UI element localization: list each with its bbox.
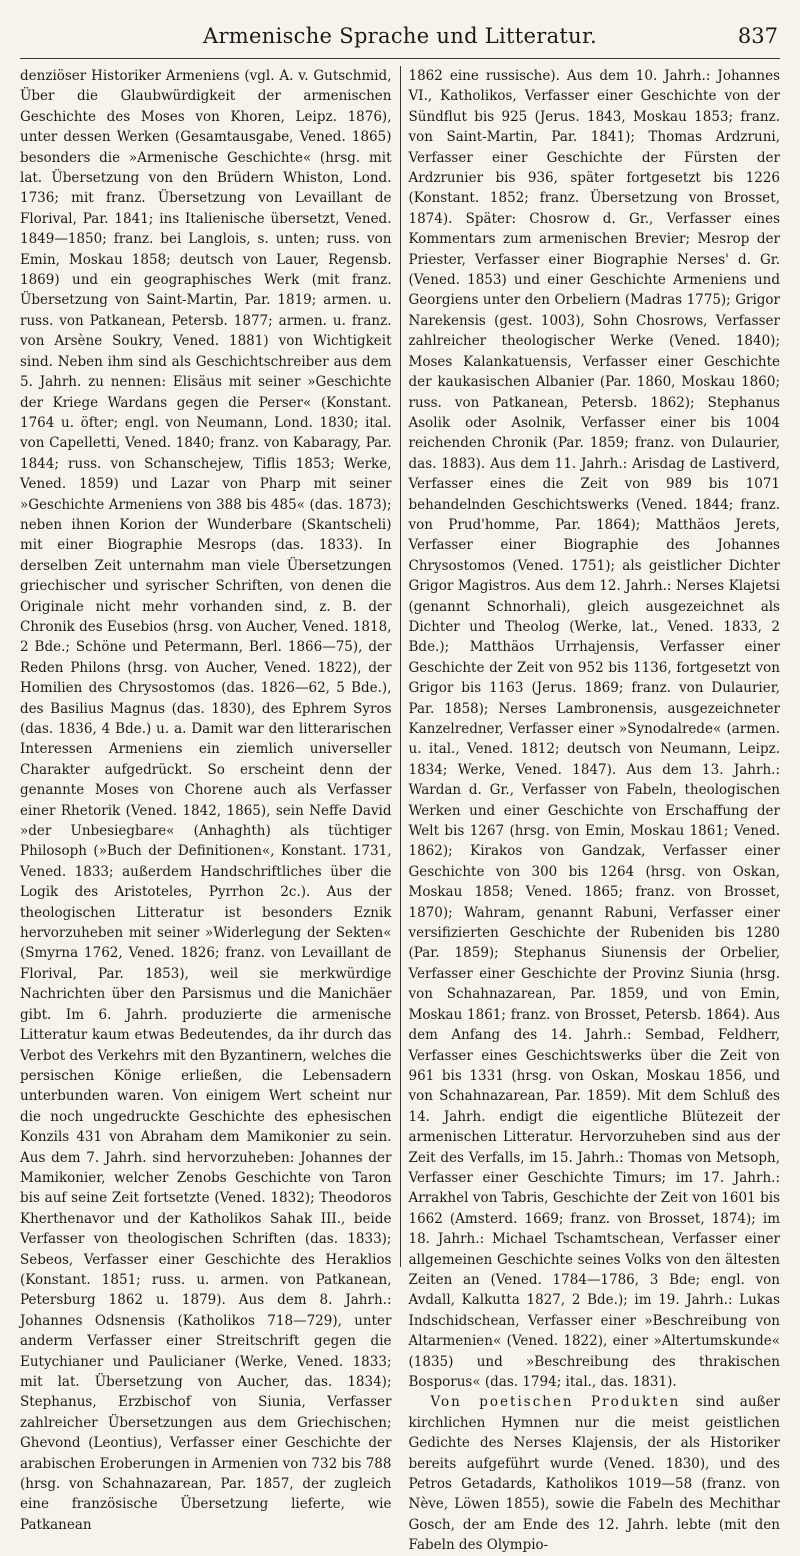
right-paragraph-poetry	[409, 1392, 781, 1555]
running-title: Armenische Sprache und Litteratur.	[203, 24, 597, 48]
page-number: 837	[737, 24, 778, 48]
page-header	[20, 16, 780, 56]
emphasized-lead: Von poetischen Produkten	[430, 1394, 681, 1411]
paragraph-continuation: sind außer kirchlichen Hymnen nur die meist geistlichen Gedichte des Nerses Klajensis, der als Historiker bereits aufgeführt wurde (Vened. 1830), und des Petros Getadards, Katholikos 1019—58 (franz. von Nève, Löwen 1855), sowie die Fabeln des Mechithar Gosch, der am Ende des 12. Jahrh. lebte (mit den Fabeln des Olympio-	[408, 1394, 781, 1554]
text-columns	[20, 66, 781, 1554]
header-rule	[20, 58, 780, 59]
left-paragraph: denziöser Historiker Armeniens (vgl. A. v. Gutschmid, Über die Glaubwürdigkeit der armenischen Geschichte des Moses von Khoren, Leipz. 1876), unter dessen Werken (Gesamtausgabe, Vened. 1865) besonders die »Armenische Geschichte« (hrsg. mit lat. Übersetzung von den Brüdern Whiston, Lond. 1736; mit franz. Übersetzung von Levaillant de Florival, Par. 1841; ins Italienische übersetzt, Vened. 1849—1850; franz. bei Langlois, s. unten; russ. von Emin, Moskau 1858; deutsch von Lauer, Regensb. 1869) und ein geographisches Werk (mit franz. Übersetzung von Saint-Martin, Par. 1819; armen. u. russ. von Patkanean, Petersb. 1877; armen. u. franz. von Arsène Soukry, Vened. 1881) von Wichtigkeit sind. Neben ihm sind als Geschichtschreiber aus dem 5. Jahrh. zu nennen: Elisäus mit seiner »Geschichte der Kriege Wardans gegen die Perser« (Konstant. 1764 u. öfter; engl. von Neumann, Lond. 1830; ital. von Capelletti, Vened. 1840; franz. von Kabaragy, Par. 1844; russ. von Schanschejew, Tiflis 1853; Werke, Vened. 1859) und Lazar von Pharp mit seiner »Geschichte Armeniens von 388 bis 485« (das. 1873); neben ihnen Korion der Wunderbare (Skantscheli) mit einer Biographie Mesrops (das. 1833). In derselben Zeit unternahm man viele Übersetzungen griechischer und syrischer Schriften, von denen die Originale nicht mehr vorhanden sind, z. B. der Chronik des Eusebios (hrsg. von Aucher, Vened. 1818, 2 Bde.; Schöne und Petermann, Berl. 1866—75), der Reden Philons (hrsg. von Aucher, Vened. 1822), der Homilien des Chrysostomos (das. 1826—62, 5 Bde.), des Basilius Magnus (das. 1830), des Ephrem Syros (das. 1836, 4 Bde.) u. a. Damit war den litterarischen Interessen Armeniens ein ziemlich universeller Charakter aufgedrückt. So erscheint denn der genannte Moses von Chorene auch als Verfasser einer Rhetorik (Vened. 1842, 1865), sein Neffe David »der Unbesiegbare« (Anhaghth) als tüchtiger Philosoph (»Buch der Definitionen«, Konstant. 1731, Vened. 1833; außerdem Handschriftliches über die Logik des Aristoteles, Pyrrhon 2c.). Aus der theologischen Litteratur ist besonders Eznik hervorzuheben mit seiner »Widerlegung der Sekten« (Smyrna 1762, Vened. 1826; franz. von Levaillant de Florival, Par. 1853), weil sie merkwürdige Nachrichten über den Parsismus und die Manichäer gibt. Im 6. Jahrh. produzierte die armenische Litteratur kaum etwas Bedeutendes, da ihr durch das Verbot des Verkehrs mit den Byzantinern, welches die persischen Könige erließen, die Lebensadern unterbunden waren. Von einigem Wert scheint nur die noch ungedruckte Geschichte des ephesischen Konzils 431 von Abraham dem Mamikonier zu sein. Aus dem 7. Jahrh. sind hervorzuheben: Johannes der Mamikonier, welcher Zenobs Geschichte von Taron bis auf seine Zeit fortsetzte (Vened. 1832); Theodoros Kherthenavor und der Katholikos Sahak III., beide Verfasser von theologischen Schriften (das. 1833); Sebeos, Verfasser einer Geschichte des Heraklios (Konstant. 1851; russ. u. armen. von Patkanean, Petersburg 1862 u. 1879). Aus dem 8. Jahrh.: Johannes Odsnensis (Katholikos 718—729), unter anderm Verfasser einer Streitschrift gegen die Eutychianer und Paulicianer (Werke, Vened. 1833; mit lat. Übersetzung von Aucher, das. 1834); Stephanus, Erzbischof von Siunia, Verfasser zahlreicher Übersetzungen aus dem Griechischen; Ghevond (Leontius), Verfasser einer Geschichte der arabischen Eroberungen in Armenien von 732 bis 788 (hrsg. von Schahnazarean, Par. 1857, der zugleich eine französische Übersetzung lieferte, wie Patkanean	[20, 68, 392, 1533]
right-column	[401, 66, 781, 1554]
left-column	[20, 66, 401, 1533]
right-paragraph: 1862 eine russische). Aus dem 10. Jahrh.: Johannes VI., Katholikos, Verfasser einer Geschichte von der Sündflut bis 925 (Jerus. 1843, Moskau 1853; franz. von Saint-Martin, Par. 1841); Thomas Ardzruni, Verfasser einer Geschichte der Fürsten der Ardzrunier bis 936, später fortgesetzt bis 1226 (Konstant. 1852; franz. Übersetzung von Brosset, 1874). Später: Chosrow d. Gr., Verfasser eines Kommentars zum armenischen Brevier; Mesrop der Priester, Verfasser einer Biographie Nerses' d. Gr. (Vened. 1853) und einer Geschichte Armeniens und Georgiens unter den Orbeliern (Madras 1775); Grigor Narekensis (gest. 1003), Sohn Chosrows, Verfasser zahlreicher theologischer Werke (Vened. 1840); Moses Kalankatuensis, Verfasser einer Geschichte der kaukasischen Albanier (Par. 1860, Moskau 1860; russ. von Patkanean, Petersb. 1862); Stephanus Asolik oder Asolnik, Verfasser einer bis 1004 reichenden Chronik (Par. 1859; franz. von Dulaurier, das. 1883). Aus dem 11. Jahrh.: Arisdag de Lastiverd, Verfasser eines die Zeit von 989 bis 1071 behandelnden Geschichtswerks (Vened. 1844; franz. von Prud'homme, Par. 1864); Matthäos Jerets, Verfasser einer Biographie des Johannes Chrysostomos (Vened. 1751); als geistlicher Dichter Grigor Magistros. Aus dem 12. Jahrh.: Nerses Klajetsi (genannt Schnorhali), gleich ausgezeichnet als Dichter und Theolog (Werke, lat., Vened. 1833, 2 Bde.); Matthäos Urrhajensis, Verfasser einer Geschichte der Zeit von 952 bis 1136, fortgesetzt von Grigor bis 1163 (Jerus. 1869; franz. von Dulaurier, Par. 1858); Nerses Lambronensis, ausgezeichneter Kanzelredner, Verfasser einer »Synodalrede« (armen. u. ital., Vened. 1812; deutsch von Neumann, Leipz. 1834; Werke, Vened. 1847). Aus dem 13. Jahrh.: Wardan d. Gr., Verfasser von Fabeln, theologischen Werken und einer Geschichte von Erschaffung der Welt bis 1267 (hrsg. von Emin, Moskau 1861; Vened. 1862); Kirakos von Gandzak, Verfasser einer Geschichte von 300 bis 1264 (hrsg. von Oskan, Moskau 1858; Vened. 1865; franz. von Brosset, 1870); Wahram, genannt Rabuni, Verfasser einer versifizierten Geschichte der Rubeniden bis 1280 (Par. 1859); Stephanus Siunensis der Orbelier, Verfasser einer Geschichte der Provinz Siunia (hrsg. von Schahnazarean, Par. 1859, und von Emin, Moskau 1861; franz. von Brosset, Petersb. 1864). Aus dem Anfang des 14. Jahrh.: Sembad, Feldherr, Verfasser eines Geschichtswerks über die Zeit von 961 bis 1331 (hrsg. von Oskan, Moskau 1856, und von Schahnazarean, Par. 1859). Mit dem Schluß des 14. Jahrh. endigt die eigentliche Blütezeit der armenischen Litteratur. Hervorzuheben sind aus der Zeit des Verfalls, im 15. Jahrh.: Thomas von Metsoph, Verfasser einer Geschichte Timurs; im 17. Jahrh.: Arrakhel von Tabris, Geschichte der Zeit von 1601 bis 1662 (Amsterd. 1669; franz. von Brosset, 1874); im 18. Jahrh.: Michael Tschamtschean, Verfasser einer allgemeinen Geschichte seines Volks von den ältesten Zeiten an (Vened. 1784—1786, 3 Bde; engl. von Avdall, Kalkutta 1827, 2 Bde.); im 19. Jahrh.: Lukas Indschidschean, Verfasser einer »Beschreibung von Altarmenien« (Vened. 1822), einer »Altertumskunde« (1835) und »Beschreibung des thrakischen Bosporus« (das. 1794; ital., das. 1831).	[408, 68, 780, 1390]
